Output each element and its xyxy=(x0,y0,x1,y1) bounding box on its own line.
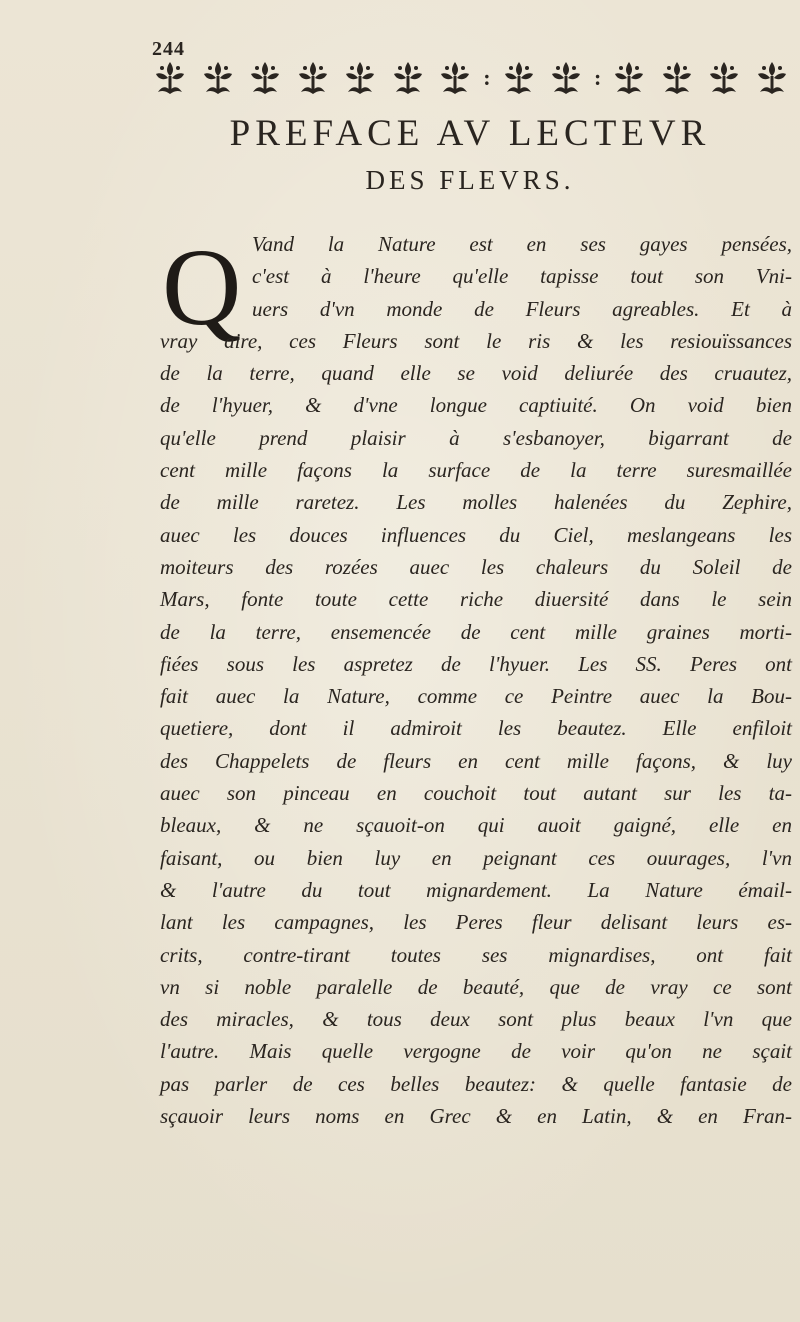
text-line: auec les douces influences du Ciel, meslangeans les xyxy=(160,522,792,547)
text-line: de la terre, ensemencée de cent mille graines morti- xyxy=(160,619,792,644)
text-line: de la terre, quand elle se void deliurée des cruautez, xyxy=(160,361,792,386)
text-line: Vand la Nature est en ses gayes pensées, xyxy=(252,232,792,256)
page-subtitle: DES FLEVRS. xyxy=(365,165,575,195)
text-line: Mars, fonte toute cette riche diuersité dans le sein xyxy=(160,587,792,612)
fleuron-icon xyxy=(657,58,697,98)
fleuron-icon xyxy=(435,58,475,98)
fleuron-icon xyxy=(752,58,792,98)
text-line: auec son pinceau en couchoit tout autant sur les ta- xyxy=(160,781,792,806)
text-line: l'autre. Mais quelle vergogne de voir qu'on ne sçait xyxy=(160,1039,792,1064)
text-line: de l'hyuer, & d'vne longue captiuité. On void bien xyxy=(160,393,792,418)
text-line: faisant, ou bien luy en peignant ces ouurages, l'vn xyxy=(160,845,792,870)
text-line: vn si noble paralelle de beauté, que de vray ce sont xyxy=(160,974,792,999)
fleuron-icon xyxy=(150,58,190,98)
text-line: & l'autre du tout mignardement. La Nature émail- xyxy=(160,877,792,902)
text-line: quetiere, dont il admiroit les beautez. Elle enfiloit xyxy=(160,716,792,741)
text-line: uers d'vn monde de Fleurs agreables. Et à xyxy=(252,296,792,321)
text-line: crits, contre-tirant toutes ses mignardises, ont fait xyxy=(160,942,792,967)
fleuron-icon xyxy=(546,58,586,98)
text-line: bleaux, & ne sçauoit-on qui auoit gaigné, elle en xyxy=(160,813,792,838)
ornament-colon: : xyxy=(483,65,491,90)
text-line: de mille raretez. Les molles halenées du Zephire, xyxy=(160,490,792,515)
fleuron-icon xyxy=(340,58,380,98)
fleuron-icon xyxy=(609,58,649,98)
text-line: fiées sous les aspretez de l'hyuer. Les SS. Peres ont xyxy=(160,651,792,676)
fleuron-icon xyxy=(499,58,539,98)
ornament-band xyxy=(150,54,792,102)
page-number: 244 xyxy=(152,38,185,60)
text-line: des miracles, & tous deux sont plus beaux l'vn que xyxy=(160,1007,792,1032)
fleuron-icon xyxy=(388,58,428,98)
page-title: PREFACE AV LECTEVR xyxy=(229,113,711,154)
drop-cap: Q xyxy=(162,226,242,348)
text-line: sçauoir leurs noms en Grec & en Latin, & en Fran- xyxy=(160,1104,792,1129)
fleuron-icon xyxy=(198,58,238,98)
fleuron-icon xyxy=(245,58,285,98)
text-line: cent mille façons la surface de la terre suresmaillée xyxy=(160,458,792,483)
ornament-colon: : xyxy=(593,65,602,90)
text-line: moiteurs des rozées auec les chaleurs du Soleil de xyxy=(160,554,792,579)
text-line: pas parler de ces belles beautez: & quelle fantasie de xyxy=(160,1071,792,1096)
text-line: c'est à l'heure qu'elle tapisse tout son Vni- xyxy=(252,264,792,289)
body-text xyxy=(160,228,792,1132)
fleuron-icon xyxy=(293,58,333,98)
text-line: fait auec la Nature, comme ce Peintre auec la Bou- xyxy=(160,684,792,709)
text-line: vray aire, ces Fleurs sont le ris & les resiouïssances xyxy=(160,328,792,353)
text-line: qu'elle prend plaisir à s'esbanoyer, bigarrant de xyxy=(160,425,792,450)
text-line: des Chappelets de fleurs en cent mille façons, & luy xyxy=(160,748,792,773)
text-line: lant les campagnes, les Peres fleur delisant leurs es- xyxy=(160,910,792,935)
fleuron-icon xyxy=(704,58,744,98)
